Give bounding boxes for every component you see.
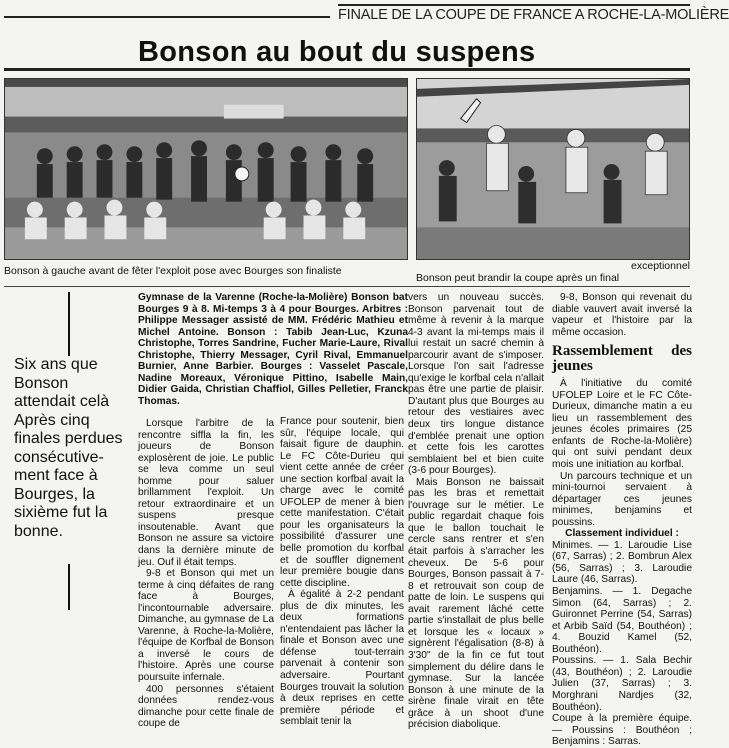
paragraph: Mais Bonson ne baissait pas les bras et remettait l'ouvrage sur le métier. Le public regardait chaque fois que le ballon touchait le cercle sans rentrer et s'en était parfois à s'arracher les cheveux. De 5-6 pour Bourges, Bonson passait à 7-8 et retrouvait son coup de patte de loin. Le suspens qui avait rarement lâché cette partie s'installait de plus belle et lorsque les « locaux » signèrent l'égalisation (8-8) à 3'30" de la fin ce fut tout simplement du délire dans le gymnase. Sur la lancée Bonson à une minute de la sirène finale virait en tête grâce à un shoot d'une précision diabolique. [408, 476, 544, 731]
paragraph: Un parcours technique et un mini-tournoi servaient à départager ces jeunes minimes, benjamins et poussins. [552, 470, 692, 528]
ranking-item: Minimes. — 1. Laroudie Lise (67, Sarras) ; 2. Bombrun Alex (56, Sarras) ; 3. Laroudie Laure (46, Sarras). [552, 539, 692, 586]
pull-quote-rule-top [68, 292, 70, 356]
headline-rule [4, 68, 690, 71]
trophy-photo-image [417, 79, 689, 259]
ranking-item: Poussins. — 1. Sala Bechir (43, Bouthéon) ; 2. Laroudie Julien (37, Sarras) ; 3. Morghrani Nardjes (32, Bouthéon). [552, 655, 692, 713]
paragraph: Lorsque l'arbitre de la rencontre siffla la fin, les joueurs de Bonson explosèrent de joie. Le public se leva comme un seul homme pour saluer brillamment l'exploit. Un retour extraordinaire et un suspens presque insoutenable. Avant que Bonson ne assure sa victoire dans la dernière minute de jeu. Ouf il était temps. [138, 418, 274, 568]
pull-quote [4, 356, 134, 564]
match-summary: Gymnase de la Varenne (Roche-la-Molière) Bonson bat Bourges 9 à 8. Mi-temps 3 à 4 pour Bourges. Arbitres : Philippe Messager assisté de MM. Frédéric Mathieu et Michel Antoine. Bonson : Tabib Jean-Luc, Kzuna Christophe, Torres Sandrine, Fucher Marie-Laure, Rival Christophe, Thierry Messager, Cyril Rival, Emmanuel Burnier, Anne Barbier. Bourges : Vasselet Pascale, Nadine Moreaux, Véronique Pittino, Isabelle Main, Didier Gaida, Christian Chaffiol, Gilles Pelletier, Franck Thomas. [138, 292, 408, 407]
caption-line: Bonson peut brandir la coupe après un final [416, 272, 620, 284]
pull-quote-rule-bottom [68, 564, 70, 610]
ranking-item: Benjamins. — 1. Degache Simon (64, Sarras) ; 2. Guironnet Perrine (54, Sarras) et Arbib Saïd (54, Bouthéon) ; 4. Bouzid Kamel (52, Bouthéon). [552, 586, 692, 655]
paragraph: vers un nouveau succès. Bonson parvenait tout de même à revenir à la marque 4-3 avant la mi-temps mais il lui restait un sacré chemin à parcourir avant de s'imposer. Lorsque l'on sait l'adresse qu'exige le korfbal cela n'allait pas être une partie de plaisir. D'autant plus que Bourges au retour des vestiaires avec deux tirs longue distance d'emblée prenait une option et cette fois les carottes semblaient bel et bien cuite (3-6 pour Bourges). [408, 292, 544, 477]
section-kicker: FINALE DE LA COUPE DE FRANCE A ROCHE-LA-MOLIÈRE [338, 4, 690, 23]
headline: Bonson au bout du suspens [138, 36, 536, 68]
subheading: Rassemblement des jeunes [552, 343, 692, 375]
column-2-body [280, 416, 404, 728]
article-column-2 [280, 292, 404, 728]
team-photo [4, 78, 408, 260]
pull-quote-text: Six ans que Bonson attendait celà Après cinq finales perdues consécutive- ment face à Bourges, la sixième fut la bonne. [14, 356, 123, 540]
caption-line: exceptionnel [631, 260, 690, 272]
top-rule [4, 16, 330, 18]
paragraph: France pour soutenir, bien sûr, l'équipe locale, qui faisait figure de dauphin. Le FC Côte-Durieu qui vient cette année de créer une section korfbal avait la charge avec le comité UFOLEP de mener à bien cette manifestation. C'était pour les organisateurs la possibilité d'assurer une belle promotion du korfbal et de souffler dignement leur première bougie dans cette discipline. [280, 416, 404, 589]
ranking-list [552, 528, 692, 747]
paragraph: 400 personnes s'étaient données rendez-vous dimanche pour cette finale de coupe de [138, 683, 274, 730]
trophy-photo-caption [416, 260, 690, 284]
ranking-item: Coupe à la première équipe. — Poussins : Bouthéon ; Benjamins : Sarras. [552, 713, 692, 748]
ranking-title: Classement individuel : [565, 528, 679, 540]
trophy-photo [416, 78, 690, 260]
paragraph: 9-8 et Bonson qui met un terme à cinq défaites de rang face à Bourges, l'incontournable adversaire. Dimanche, au gymnase de La Varenne, à Roche-la-Molière, l'équipe de Korfbal de Bonson a inversé le cours de l'histoire. Après une course poursuite infernale. [138, 568, 274, 684]
paragraph: À l'initiative du comité UFOLEP Loire et le FC Côte-Durieux, dimanche matin a eu lieu un rassemblement des jeunes écoles primaires (25 enfants de Roche-la-Molière) qui ont suivi pendant deux mois une initiation au korfbal. [552, 378, 692, 471]
paragraph: À égalité à 2-2 pendant plus de dix minutes, les deux formations n'entendaient pas lâcher la finale et Bonson avec une défense tout-terrain parvenait à contenir son adversaire. Pourtant Bourges trouvait la solution à deux reprises en cette première période et semblait tenir la [280, 589, 404, 728]
article-column-4 [552, 292, 692, 748]
team-photo-caption: Bonson à gauche avant de fêter l'exploit pose avec Bourges son finaliste [4, 265, 342, 277]
team-photo-image [5, 79, 407, 259]
paragraph: 9-8, Bonson qui revenait du diable vauvert avait inversé la vapeur et l'histoire par la même occasion. [552, 292, 692, 338]
article-column-3 [408, 292, 544, 731]
column-1-body [138, 418, 274, 730]
caption-rule [4, 286, 690, 287]
